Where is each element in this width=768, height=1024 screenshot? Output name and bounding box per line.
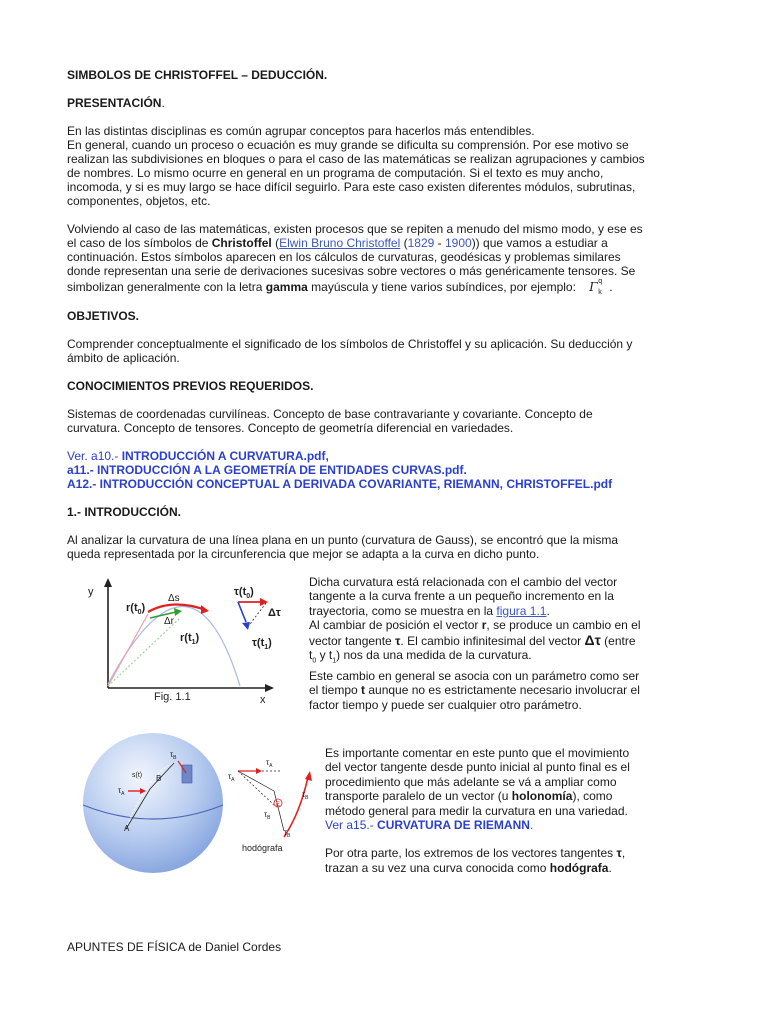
text-span: mayúscula y tiene varios subíndices, por ejemplo:	[307, 280, 576, 294]
bold-tau: τ	[616, 846, 622, 861]
tau-symbol: τ	[264, 810, 268, 819]
text-span: transporte paralelo de un vector (u	[325, 789, 512, 804]
text-span: trayectoria, como se muestra en la	[309, 603, 497, 618]
text-span: .	[529, 818, 534, 833]
paragraph-line: realizan las subdivisiones en bloques o para el caso de las matemáticas se realizan agrupaciones y cambios	[67, 152, 645, 166]
text-line	[309, 648, 649, 669]
text-span: Por otra parte, los extremos de los vectores tangentes	[325, 846, 617, 861]
gamma-subscript: k	[598, 289, 602, 296]
year-1829-link[interactable]: 1829	[407, 236, 435, 250]
paragraph-line: queda representada por la circunferencia que mejor se adapta a la curva en dicho punto.	[67, 547, 540, 561]
section-heading-objetivos: OBJETIVOS.	[67, 309, 140, 323]
text-span: ), como	[572, 789, 613, 804]
text-line: factor tiempo y puede ser cualquier otro parámetro.	[309, 697, 582, 712]
label-close: )	[141, 602, 146, 614]
label-sub: 1	[264, 644, 269, 651]
heading-dot: .	[161, 96, 165, 110]
fig1-description	[309, 575, 649, 712]
hodo-tau-b3-label	[284, 828, 291, 839]
tangent-plane-box	[182, 765, 192, 783]
tau-t1-label	[252, 637, 272, 651]
figure-1-1-link[interactable]: figura 1.1	[496, 603, 547, 618]
text-line	[309, 633, 649, 648]
tau-subscript: B	[305, 795, 309, 801]
tau-symbol: τ	[302, 790, 306, 799]
point-a-label: A	[124, 824, 130, 833]
text-line: procedimiento que más adelante se vá a ampliar como	[325, 774, 617, 789]
hodo-tau-a-label	[228, 772, 235, 783]
ref-title: INTRODUCCIÓN A LA GEOMETRÍA DE ENTIDADES CURVAS.pdf.	[93, 463, 467, 477]
title-text: SIMBOLOS DE CHRISTOFFEL – DEDUCCIÓN.	[67, 68, 328, 82]
paragraph-line: componentes, objetos, etc.	[67, 194, 211, 208]
text-span: trazan a su vez una curva conocida como	[325, 860, 550, 875]
tau-t1-arrow-icon	[242, 622, 250, 630]
e-label: E	[276, 802, 281, 808]
hodo-tau-b2-label	[302, 790, 309, 801]
section-heading-previos: CONOCIMIENTOS PREVIOS REQUERIDOS.	[67, 379, 314, 393]
arc-arrow-icon	[201, 605, 209, 614]
tau-symbol: τ	[118, 786, 122, 795]
label-close: )	[268, 637, 272, 649]
ref-prefix: A12.-	[67, 477, 97, 491]
label-main: τ(t	[252, 637, 265, 649]
paragraph-line: Volviendo al caso de las matemáticas, existen procesos que se repiten a menudo del mismo modo, y ese es	[67, 222, 643, 236]
holonomy-description	[325, 746, 645, 875]
paragraph-line: de nombres. Lo mismo ocurre en general en un programa de computación. Si el texto es muy ancho,	[67, 166, 604, 180]
text-span: , se produce un cambio en el	[486, 618, 641, 633]
label-sub: 0	[246, 593, 251, 600]
ref-title: CURVATURA DE RIEMANN	[373, 818, 530, 833]
paragraph-line: donde representan una serie de derivaciones sucesivas sobre vectores o más genéricamente tensores. Se	[67, 264, 636, 278]
bold-holonomia: holonomía	[511, 789, 573, 804]
ref-prefix: Ver. a10.-	[67, 449, 119, 463]
tau-symbol: τ	[284, 828, 288, 837]
text-line	[309, 604, 649, 618]
hodo-tau-a2-label	[266, 758, 273, 769]
tau-subscript: A	[231, 777, 235, 783]
text-span: t	[309, 648, 313, 663]
tau-symbol: τ	[228, 772, 232, 781]
delta-s-label: Δs	[168, 593, 180, 604]
label-main: τ(t	[234, 586, 247, 598]
text-span: el caso de los símbolos de	[67, 236, 212, 250]
text-span: )) que vamos a estudiar a	[471, 236, 608, 250]
s-label: s(t)	[132, 772, 143, 779]
heading-text: PRESENTACIÓN	[67, 96, 162, 110]
text-span: ,	[621, 846, 626, 861]
gamma-letter: Γ	[589, 280, 598, 294]
ref-prefix: a11.-	[67, 463, 94, 477]
text-line	[309, 618, 649, 632]
position-vector-r-t1	[108, 618, 180, 686]
text-span: aunque no es estrictamente necesario involucrar el	[365, 683, 640, 698]
text-span: (	[400, 236, 408, 250]
paragraph-line: En las distintas disciplinas es común agrupar conceptos para hacerlos más entendibles.	[67, 124, 535, 138]
text-line: tangente a la curva frente a un pequeño incremento en la	[309, 589, 614, 604]
ref-title: INTRODUCCIÓN A CURVATURA.pdf,	[118, 449, 329, 463]
paragraph-line: continuación. Estos símbolos aparecen en los cálculos de curvaturas, geodésicas y problemas similares	[67, 250, 621, 264]
text-span: .	[546, 603, 550, 618]
text-line: Dicha curvatura está relacionada con el cambio del vector	[309, 575, 618, 589]
text-line	[325, 846, 645, 860]
figure-1-1	[82, 578, 282, 708]
spacer	[325, 832, 645, 846]
figure-caption: Fig. 1.1	[154, 691, 191, 703]
tau-subscript: A	[121, 791, 125, 797]
tau-symbol: τ	[266, 758, 270, 767]
delta-tau-vector	[250, 603, 266, 624]
subscript: 1	[332, 657, 337, 665]
paragraph-line: ámbito de aplicación.	[67, 351, 180, 365]
position-vector-r-t0	[108, 614, 148, 686]
label-close: )	[250, 586, 254, 598]
bold-t: t	[361, 683, 366, 698]
text-span: -	[434, 236, 445, 250]
tau-subscript: B	[267, 815, 271, 821]
label-close: )	[195, 632, 200, 644]
x-axis-label: x	[260, 694, 266, 706]
hodo-tau-b-label	[264, 810, 271, 821]
tau-subscript: A	[269, 763, 273, 769]
bold-hodografa: hodógrafa	[549, 860, 609, 875]
label-main: r(t	[126, 602, 138, 614]
gamma-symbol	[589, 280, 609, 294]
paragraph-line: Comprender conceptualmente el significado de los símbolos de Christoffel y su aplicación. Su deducción y	[67, 337, 633, 351]
text-span: .	[608, 860, 612, 875]
reference-link-a10[interactable]	[67, 449, 329, 463]
paragraph-line: Sistemas de coordenadas curvilíneas. Concepto de base contravariante y covariante. Concepto de	[67, 407, 593, 421]
tau-subscript: B	[173, 755, 177, 761]
text-line: Es importante comentar en este punto que el movimiento	[325, 746, 630, 760]
text-line: del vector tangente desde punto inicial al punto final es el	[325, 760, 630, 775]
hodo-line	[274, 791, 284, 831]
reference-link-a11[interactable]	[67, 463, 467, 477]
page-title	[67, 68, 327, 82]
tau-a-arrow-icon	[256, 768, 262, 774]
bold-gamma: gamma	[265, 280, 308, 294]
text-line	[325, 789, 645, 803]
section-heading-presentacion	[67, 96, 165, 110]
text-span: y t	[316, 648, 333, 663]
text-line	[309, 683, 649, 697]
label-sub: 1	[191, 639, 196, 646]
tau-t0-label	[234, 586, 254, 600]
text-span: .	[609, 280, 613, 294]
delta-r-label: Δr	[164, 616, 175, 627]
bold-tau: τ	[395, 633, 401, 648]
y-axis-label: y	[88, 586, 94, 598]
bold-r: r	[481, 618, 487, 633]
year-1900-link[interactable]: 1900	[444, 236, 472, 250]
subscript: 0	[312, 657, 317, 665]
text-span: simbolizan generalmente con la letra	[67, 280, 266, 294]
delta-r-arrow-icon	[174, 608, 182, 616]
hodograph-diagram	[228, 758, 312, 853]
gamma-superscript: q	[598, 278, 603, 285]
holonomy-figure	[78, 733, 328, 873]
paragraph-line: En general, cuando un proceso o ecuación es muy grande se dificulta su comprensión. Por ese motivo se	[67, 138, 629, 152]
y-axis-arrow-icon	[104, 578, 112, 587]
paragraph-line: Al analizar la curvatura de una línea plana en un punto (curvatura de Gauss), se encontró que la misma	[67, 533, 618, 547]
tau-symbol: τ	[170, 750, 174, 759]
tau-t0-arrow-icon	[260, 598, 268, 606]
text-span: (entre	[600, 633, 636, 648]
tau-subscript: B	[287, 833, 291, 839]
text-span: Al cambiar de posición el vector	[309, 618, 482, 633]
r-t1-label	[180, 632, 200, 646]
text-line: Este cambio en general se asocia con un parámetro como ser	[309, 668, 640, 683]
text-span: vector tangente	[309, 633, 396, 648]
label-main: r(t	[180, 632, 192, 644]
bold-christoffel: Christoffel	[211, 236, 272, 250]
label-sub: 0	[137, 609, 142, 616]
hodografa-label: hodógrafa	[242, 843, 283, 853]
hodograph-curve	[284, 777, 308, 837]
page-footer: APUNTES DE FÍSICA de Daniel Cordes	[67, 940, 282, 954]
paragraph-line: incomoda, y si es muy largo se hace difícil seguirlo. Para este caso existen diferentes módulos, subrutinas,	[67, 180, 636, 194]
text-span: el tiempo	[309, 683, 362, 698]
x-axis-arrow-icon	[265, 684, 274, 692]
tau-t1-vector	[238, 602, 246, 622]
ref-prefix: Ver a15.-	[325, 818, 374, 833]
paragraph-line: curvatura. Concepto de tensores. Concepto de geometría diferencial en variedades.	[67, 421, 514, 435]
text-line	[325, 861, 645, 875]
ref-title: INTRODUCCIÓN CONCEPTUAL A DERIVADA COVARIANTE, RIEMANN, CHRISTOFFEL.pdf	[96, 477, 613, 491]
delta-tau-label: Δτ	[268, 607, 281, 619]
r-t0-label	[126, 602, 146, 616]
text-span: ) nos da una medida de la curvatura.	[336, 648, 532, 663]
christoffel-link[interactable]: Elwin Bruno Christoffel	[279, 236, 401, 250]
paragraph-line	[67, 280, 613, 294]
section-heading-introduccion: 1.- INTRODUCCIÓN.	[67, 505, 181, 519]
text-line: método general para medir la curvatura en una variedad.	[325, 803, 628, 818]
text-span: (	[271, 236, 280, 250]
point-b-label: B	[156, 774, 162, 783]
hodograph-arrow-icon	[305, 771, 312, 781]
reference-link-a12[interactable]	[67, 477, 612, 491]
reference-link-a15[interactable]	[325, 818, 645, 832]
sphere	[83, 733, 223, 873]
paragraph-line	[67, 236, 608, 250]
text-span: . El cambio infinitesimal del vector	[400, 633, 585, 648]
delta-tau: Δτ	[584, 631, 601, 648]
